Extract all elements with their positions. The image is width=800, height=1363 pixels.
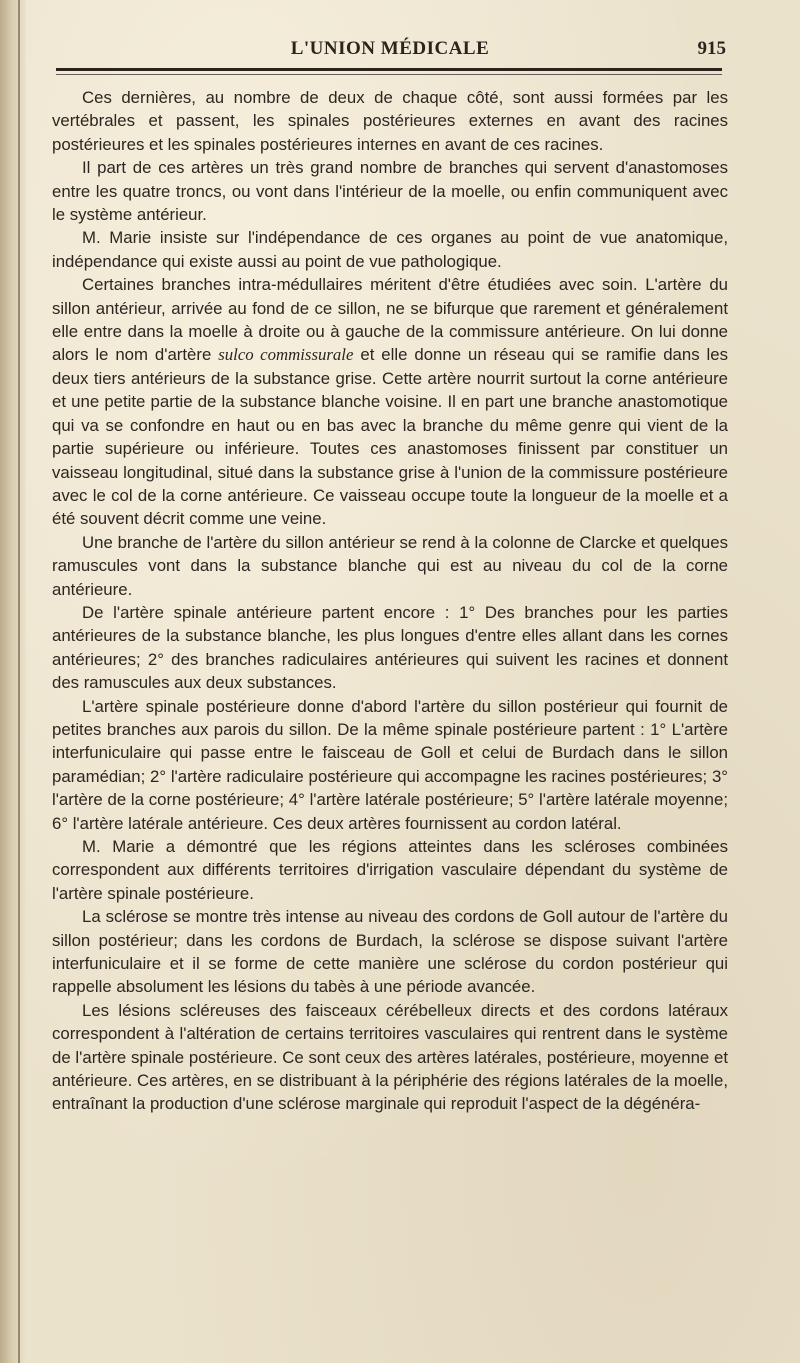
- paragraph-sillon-anterieur-end: et elle donne un réseau qui se ramifie dans les deux tiers antérieurs de la substance grise. Cette artère nourrit surtout la corne antérieure et une petite partie de la substance blanche voisine. Il en part une branche anastomotique qui va se confondre en haut ou en bas avec la branche du même genre qui vient de la partie supérieure ou inférieure. Toutes ces anastomoses finissent par constituer un vaisseau longitudinal, situé dans la substance grise à l'union de la commissure postérieure avec le col de la corne antérieure. Ce vaisseau occupe toute la longueur de la moelle et a été souvent décrit comme une veine.: [52, 345, 728, 529]
- book-spine-shadow: [0, 0, 26, 1363]
- paragraph-sillon-anterieur-start: Certaines branches intra-médullaires méritent d'être étudiées avec soin. L'artère du sillon antérieur, arrivée au fond de ce sillon, ne se bifurque que rarement et généralement elle entre dans la moelle à droite ou à gauche de la commissure antérieure. On lui donne alors le nom d'artère: [52, 275, 728, 365]
- paragraph-anastomoses: Il part de ces artères un très grand nombre de branches qui servent d'anastomoses entre les quatre troncs, ou vont dans l'intérieur de la moelle, ou enfin communiquent avec le système antérieur.: [52, 158, 728, 225]
- binding-edge-line: [18, 0, 20, 1363]
- italic-term-sulco-commissurale: sulco commissurale: [218, 345, 354, 365]
- paragraph-scleroses-combinees: M. Marie a démontré que les régions atteintes dans les scléroses combinées correspondent aux différents territoires d'irrigation vasculaire dépendant du système de l'artère spinale postérieure.: [52, 837, 728, 903]
- header-rule-thick: [56, 68, 722, 71]
- header-rule-thin: [56, 74, 722, 75]
- page-header: [52, 36, 728, 66]
- paragraph-arteres-posterieures: Ces dernières, au nombre de deux de chaque côté, sont aussi formées par les vertébrales et passent, les spinales postérieures externes en avant des racines postérieures et les spinales postérieures internes en avant de ces racines.: [52, 88, 728, 154]
- page-number: 915: [697, 38, 726, 59]
- paragraph-colonne-clarcke: Une branche de l'artère du sillon antérieur se rend à la colonne de Clarcke et quelques ramuscules vont dans la substance blanche qui est au niveau du col de la corne antérieure.: [52, 532, 728, 599]
- running-title: L'UNION MÉDICALE: [290, 38, 490, 59]
- paragraph-faisceaux-cerebelleux: Les lésions scléreuses des faisceaux cérébelleux directs et des cordons latéraux correspondent à l'altération de certains territoires vasculaires qui rentrent dans le système de l'artère spinale postérieure. Ce sont ceux des artères latérales, postérieure, moyenne et antérieure. Ces artères, en se distribuant à la périphérie des régions latérales de la moelle, entraînant la production d'une sclérose marginale qui reproduit l'aspect de la dégénéra-: [52, 1000, 728, 1114]
- paragraph-spinale-posterieure: L'artère spinale postérieure donne d'abord l'artère du sillon postérieur qui fournit de petites branches aux parois du sillon. De la même spinale postérieure partent : 1° L'artère interfuniculaire qui passe entre le faisceau de Goll et celui de Burdach dans le sillon paramédian; 2° l'artère radiculaire postérieure qui accompagne les racines postérieures; 3° l'artère de la corne postérieure; 4° l'artère latérale postérieure; 5° l'artère latérale moyenne; 6° l'artère latérale antérieure. Ces deux artères fournissent au cordon latéral.: [52, 696, 728, 833]
- paragraph-sillon-anterieur: [52, 273, 728, 530]
- paragraph-spinale-anterieure: De l'artère spinale antérieure partent encore : 1° Des branches pour les parties antérieures de la substance blanche, les plus longues d'entre elles allant dans les cornes antérieures; 2° des branches radiculaires antérieures qui suivent les racines et donnent des ramuscules aux deux substances.: [52, 602, 728, 693]
- paragraph-cordons-goll: La sclérose se montre très intense au niveau des cordons de Goll autour de l'artère du sillon postérieur; dans les cordons de Burdach, la sclérose se dispose suivant l'artère interfuniculaire et il se forme de cette manière une sclérose du cordon postérieur qui rappelle absolument les lésions du tabès à une période avancée.: [52, 907, 728, 997]
- paragraph-marie-independance: M. Marie insiste sur l'indépendance de ces organes au point de vue anatomique, indépendance qui existe aussi au point de vue pathologique.: [52, 228, 728, 271]
- article-body: [52, 86, 728, 1116]
